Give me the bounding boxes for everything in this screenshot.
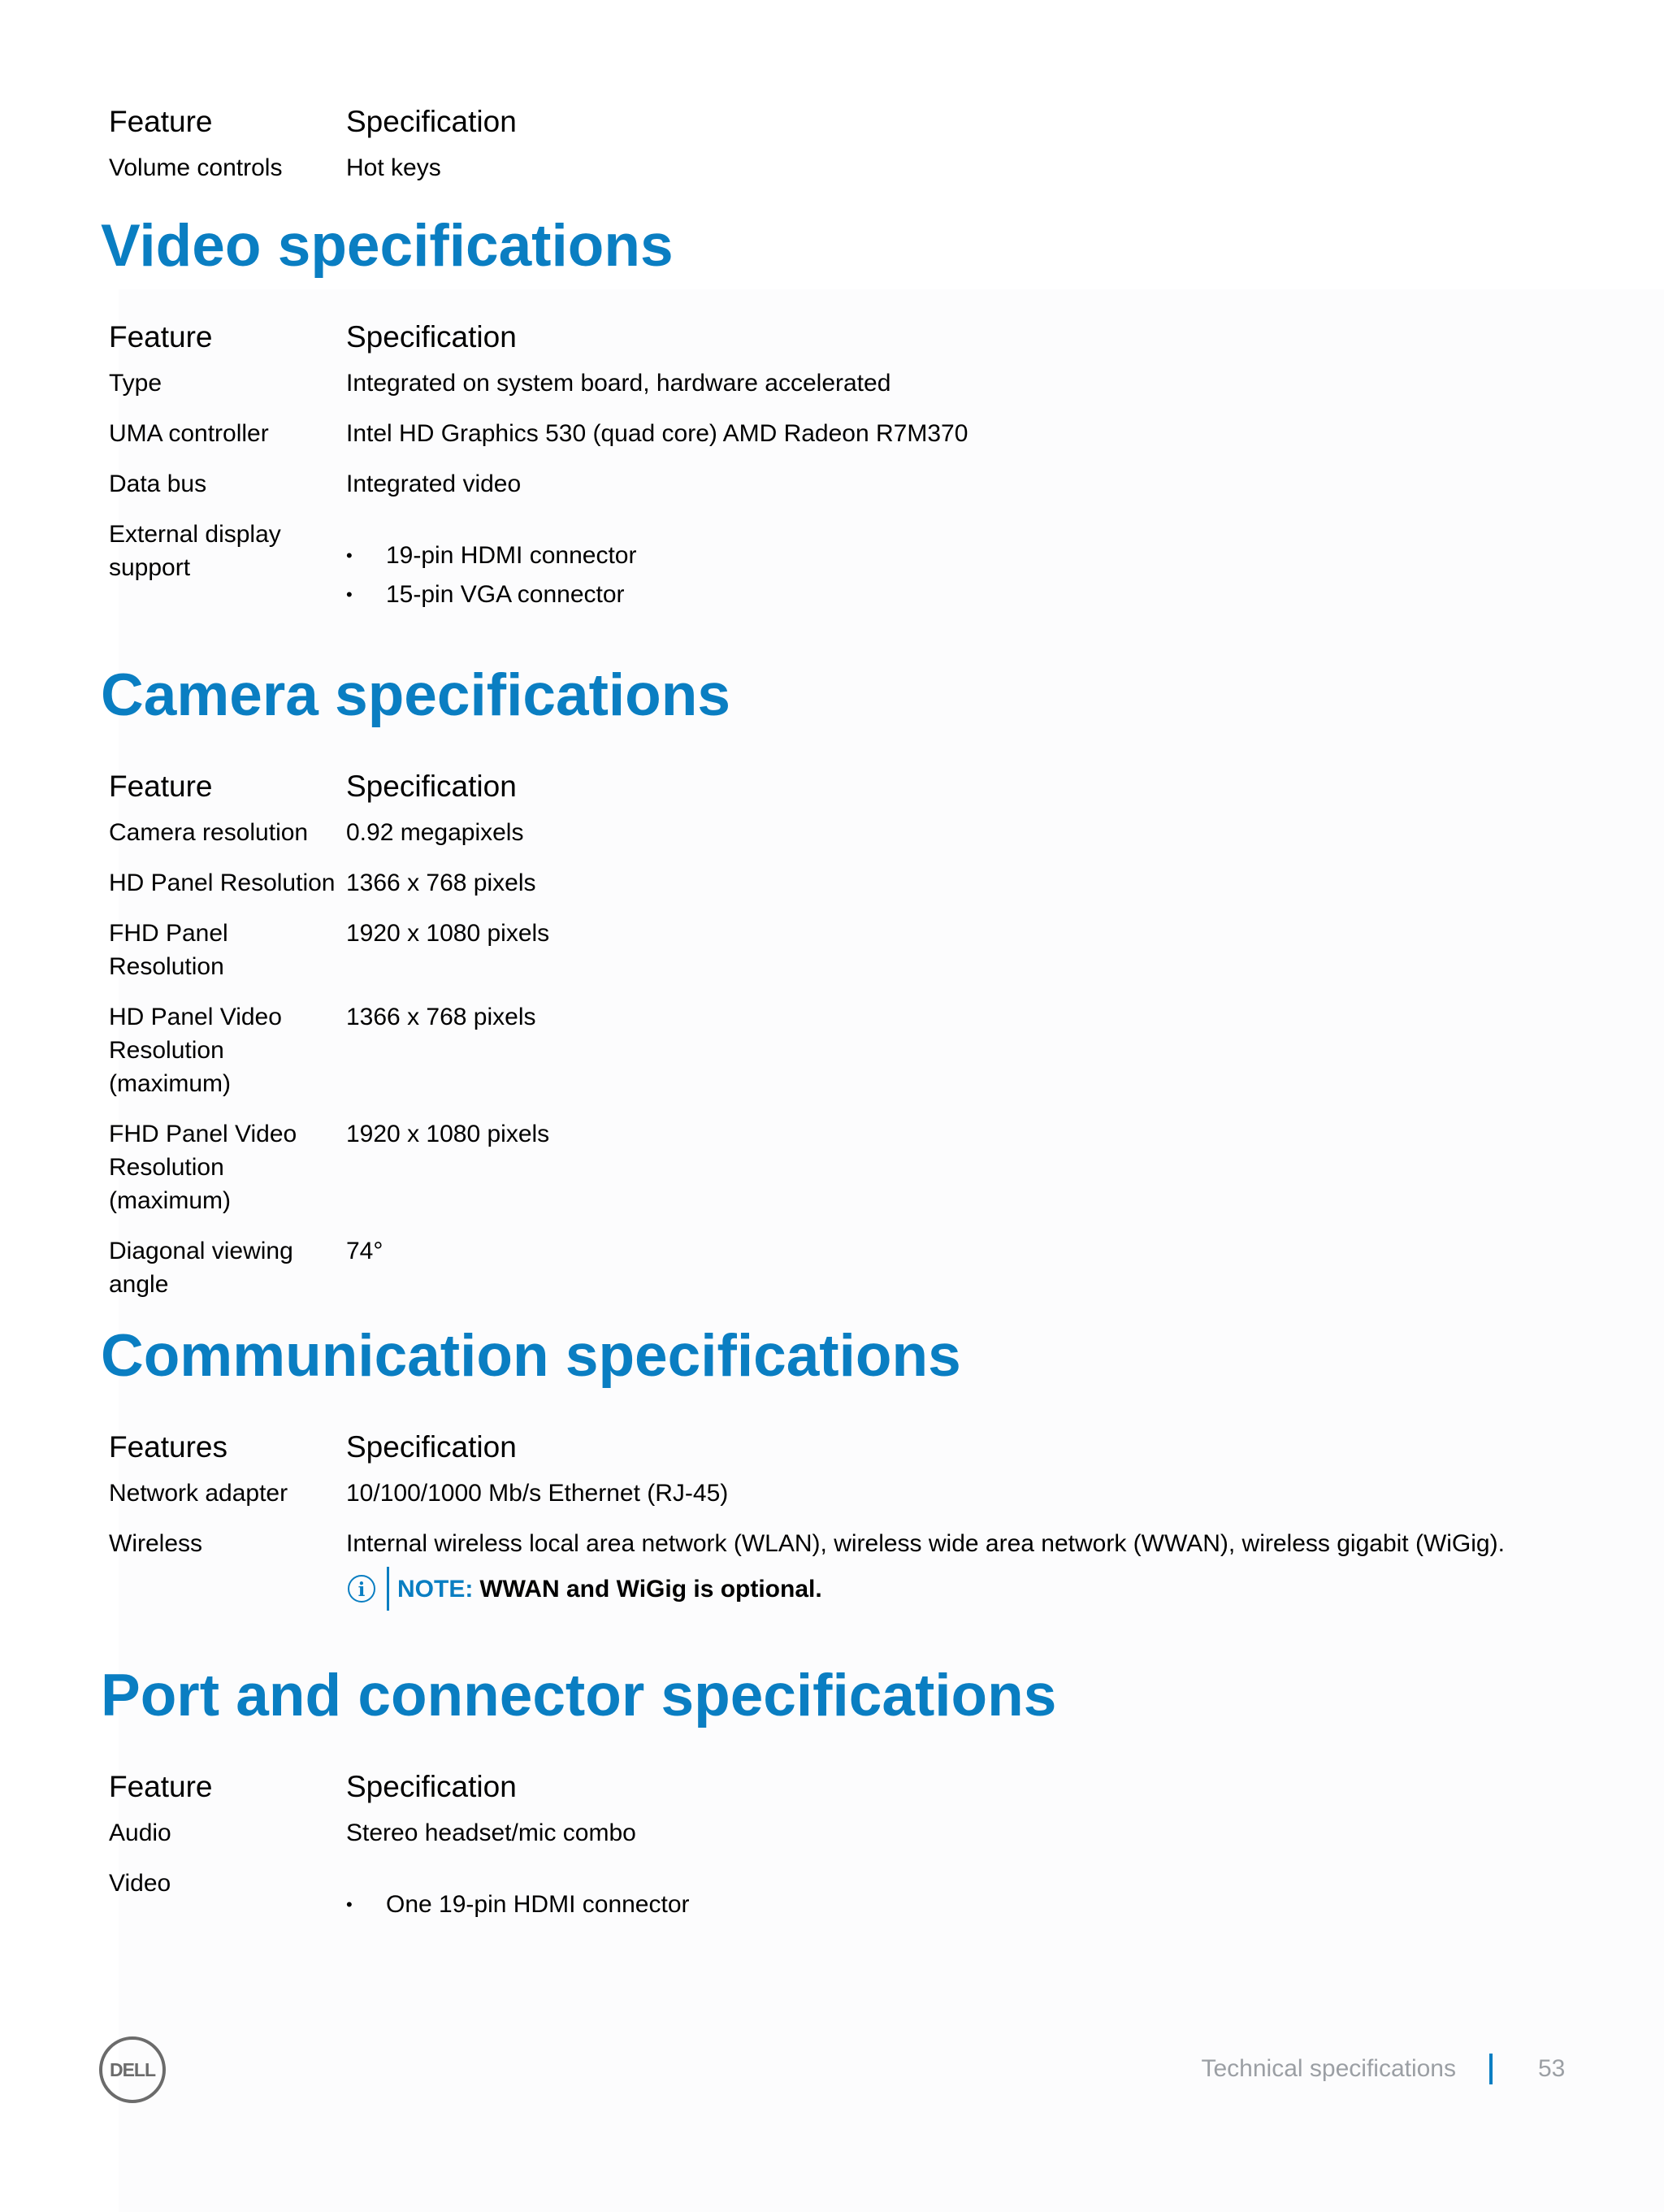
feature-cell: UMA controller [109, 420, 269, 447]
wireless-spec-text: Internal wireless local area network (WLAN), wireless wide area network (WWAN), wireless gigabit (WiGig). [346, 1530, 1505, 1557]
feature-cell: Volume controls [109, 154, 283, 181]
feature-cell: Wireless [109, 1530, 203, 1557]
dell-logo: DELL [99, 2036, 166, 2103]
feature-column-header: Feature [109, 320, 213, 353]
table-row [109, 417, 1612, 467]
feature-cell [109, 816, 346, 849]
table-header [109, 104, 1612, 151]
feature-cell [109, 917, 346, 983]
note-callout [348, 1567, 1612, 1611]
feature-line: Resolution [109, 953, 224, 980]
feature-line: (maximum) [109, 1070, 231, 1097]
feature-cell [109, 866, 346, 900]
feature-column-header: Feature [109, 105, 213, 138]
feature-column-header: Features [109, 1430, 228, 1464]
note-divider [387, 1567, 389, 1611]
feature-cell: Type [109, 370, 162, 397]
info-icon: i [348, 1575, 375, 1603]
specification-column-header: Specification [346, 320, 517, 353]
spec-cell: 1920 x 1080 pixels [346, 920, 550, 947]
feature-line: FHD Panel [109, 920, 228, 947]
spec-cell: 1920 x 1080 pixels [346, 1121, 550, 1147]
feature-line: support [109, 554, 191, 581]
note-label: NOTE: [397, 1575, 474, 1603]
list-item: • 15-pin VGA connector [346, 578, 1612, 611]
spec-cell [346, 518, 1612, 611]
spec-cell: Intel HD Graphics 530 (quad core) AMD Radeon R7M370 [346, 420, 968, 447]
feature-line: Resolution [109, 1154, 224, 1181]
specification-column-header: Specification [346, 770, 517, 803]
table-row [109, 467, 1612, 518]
video-spec-table [109, 319, 1612, 628]
note-text: WWAN and WiGig is optional. [479, 1575, 822, 1603]
specification-column-header: Specification [346, 105, 517, 138]
table-row [109, 1527, 1612, 1628]
table-row [109, 1117, 1612, 1234]
spec-cell: 10/100/1000 Mb/s Ethernet (RJ-45) [346, 1480, 729, 1507]
table-row [109, 1477, 1612, 1527]
feature-cell [109, 1000, 346, 1100]
port-connector-specifications-heading: Port and connector specifications [101, 1663, 1057, 1728]
spec-cell: 0.92 megapixels [346, 819, 524, 846]
list-item: • 19-pin HDMI connector [346, 539, 1612, 572]
spec-cell: Stereo headset/mic combo [346, 1819, 636, 1846]
feature-cell: Network adapter [109, 1480, 288, 1507]
table-header [109, 769, 1612, 816]
connector-list [346, 539, 1612, 611]
table-row [109, 366, 1612, 417]
feature-line: External display [109, 521, 281, 548]
port-spec-table [109, 1769, 1612, 1938]
feature-cell [109, 1117, 346, 1217]
footer-divider [1489, 2054, 1493, 2084]
table-row [109, 1816, 1612, 1867]
feature-line: FHD Panel Video [109, 1121, 297, 1147]
table-row [109, 518, 1612, 628]
footer-section-title: Technical specifications [1201, 2055, 1456, 2082]
feature-cell [109, 518, 346, 611]
table-row [109, 1867, 1612, 1938]
table-header [109, 1769, 1612, 1816]
feature-line: angle [109, 1271, 169, 1298]
communication-specifications-heading: Communication specifications [101, 1323, 961, 1389]
communication-spec-table [109, 1429, 1612, 1628]
feature-cell: Audio [109, 1819, 171, 1846]
table-header [109, 319, 1612, 366]
video-specifications-heading: Video specifications [101, 213, 674, 279]
table-row [109, 1234, 1612, 1318]
feature-line: Camera resolution [109, 819, 309, 846]
feature-column-header: Feature [109, 1770, 213, 1803]
feature-line: Diagonal viewing [109, 1238, 293, 1264]
table-row [109, 1000, 1612, 1117]
table-row [109, 816, 1612, 866]
table-row [109, 917, 1612, 1000]
feature-line: (maximum) [109, 1187, 231, 1214]
table-row [109, 866, 1612, 917]
spec-cell: 1366 x 768 pixels [346, 870, 536, 896]
feature-cell: Video [109, 1870, 171, 1897]
camera-spec-table [109, 769, 1612, 1318]
spec-cell [346, 1527, 1612, 1611]
page-number: 53 [1538, 2055, 1566, 2082]
feature-cell [109, 1234, 346, 1301]
audio-spec-table [109, 104, 1612, 202]
spec-cell: Integrated on system board, hardware accelerated [346, 370, 891, 397]
spec-cell: Integrated video [346, 471, 522, 497]
feature-cell: Data bus [109, 471, 207, 497]
list-item: • One 19-pin HDMI connector [346, 1888, 1612, 1921]
spec-cell: 1366 x 768 pixels [346, 1004, 536, 1030]
camera-specifications-heading: Camera specifications [101, 662, 730, 728]
connector-list [346, 1888, 1612, 1921]
feature-line: Resolution [109, 1037, 224, 1064]
specification-column-header: Specification [346, 1430, 517, 1464]
spec-cell: 74° [346, 1238, 384, 1264]
spec-cell [346, 1867, 1612, 1921]
feature-line: HD Panel Video [109, 1004, 282, 1030]
spec-cell: Hot keys [346, 154, 441, 181]
table-row [109, 151, 1612, 202]
feature-line: HD Panel Resolution [109, 870, 336, 896]
table-header [109, 1429, 1612, 1477]
specification-column-header: Specification [346, 1770, 517, 1803]
feature-column-header: Feature [109, 770, 213, 803]
